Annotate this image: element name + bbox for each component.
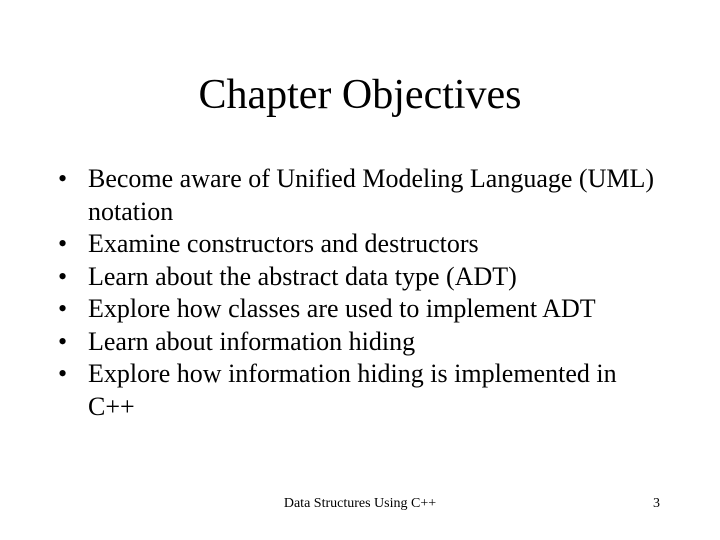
bullet-item [58, 293, 668, 326]
bullet-item [58, 163, 668, 228]
bullet-text: Become aware of Unified Modeling Language (UML) notation [88, 164, 655, 226]
bullet-list [58, 163, 668, 423]
slide-title: Chapter Objectives [198, 72, 522, 118]
bullet-icon: • [58, 359, 68, 388]
bullet-text: Examine constructors and destructors [88, 229, 479, 258]
bullet-text: Learn about information hiding [88, 326, 416, 356]
bullet-item [58, 358, 668, 423]
bullet-text: Learn about the abstract data type (ADT) [88, 261, 517, 291]
bullet-text: Explore how information hiding is implemented in C++ [88, 359, 617, 421]
bullet-icon: • [58, 294, 68, 323]
bullet-item [58, 326, 668, 359]
bullet-item [58, 228, 668, 261]
bullet-icon: • [58, 229, 68, 258]
bullet-text: Explore how classes are used to implement ADT [88, 294, 596, 323]
slide-footer: Data Structures Using C++ [283, 496, 437, 511]
page-number: 3 [653, 496, 660, 511]
bullet-icon: • [58, 326, 68, 356]
bullet-icon: • [58, 164, 68, 193]
bullet-icon: • [58, 261, 68, 291]
bullet-item [58, 261, 668, 294]
